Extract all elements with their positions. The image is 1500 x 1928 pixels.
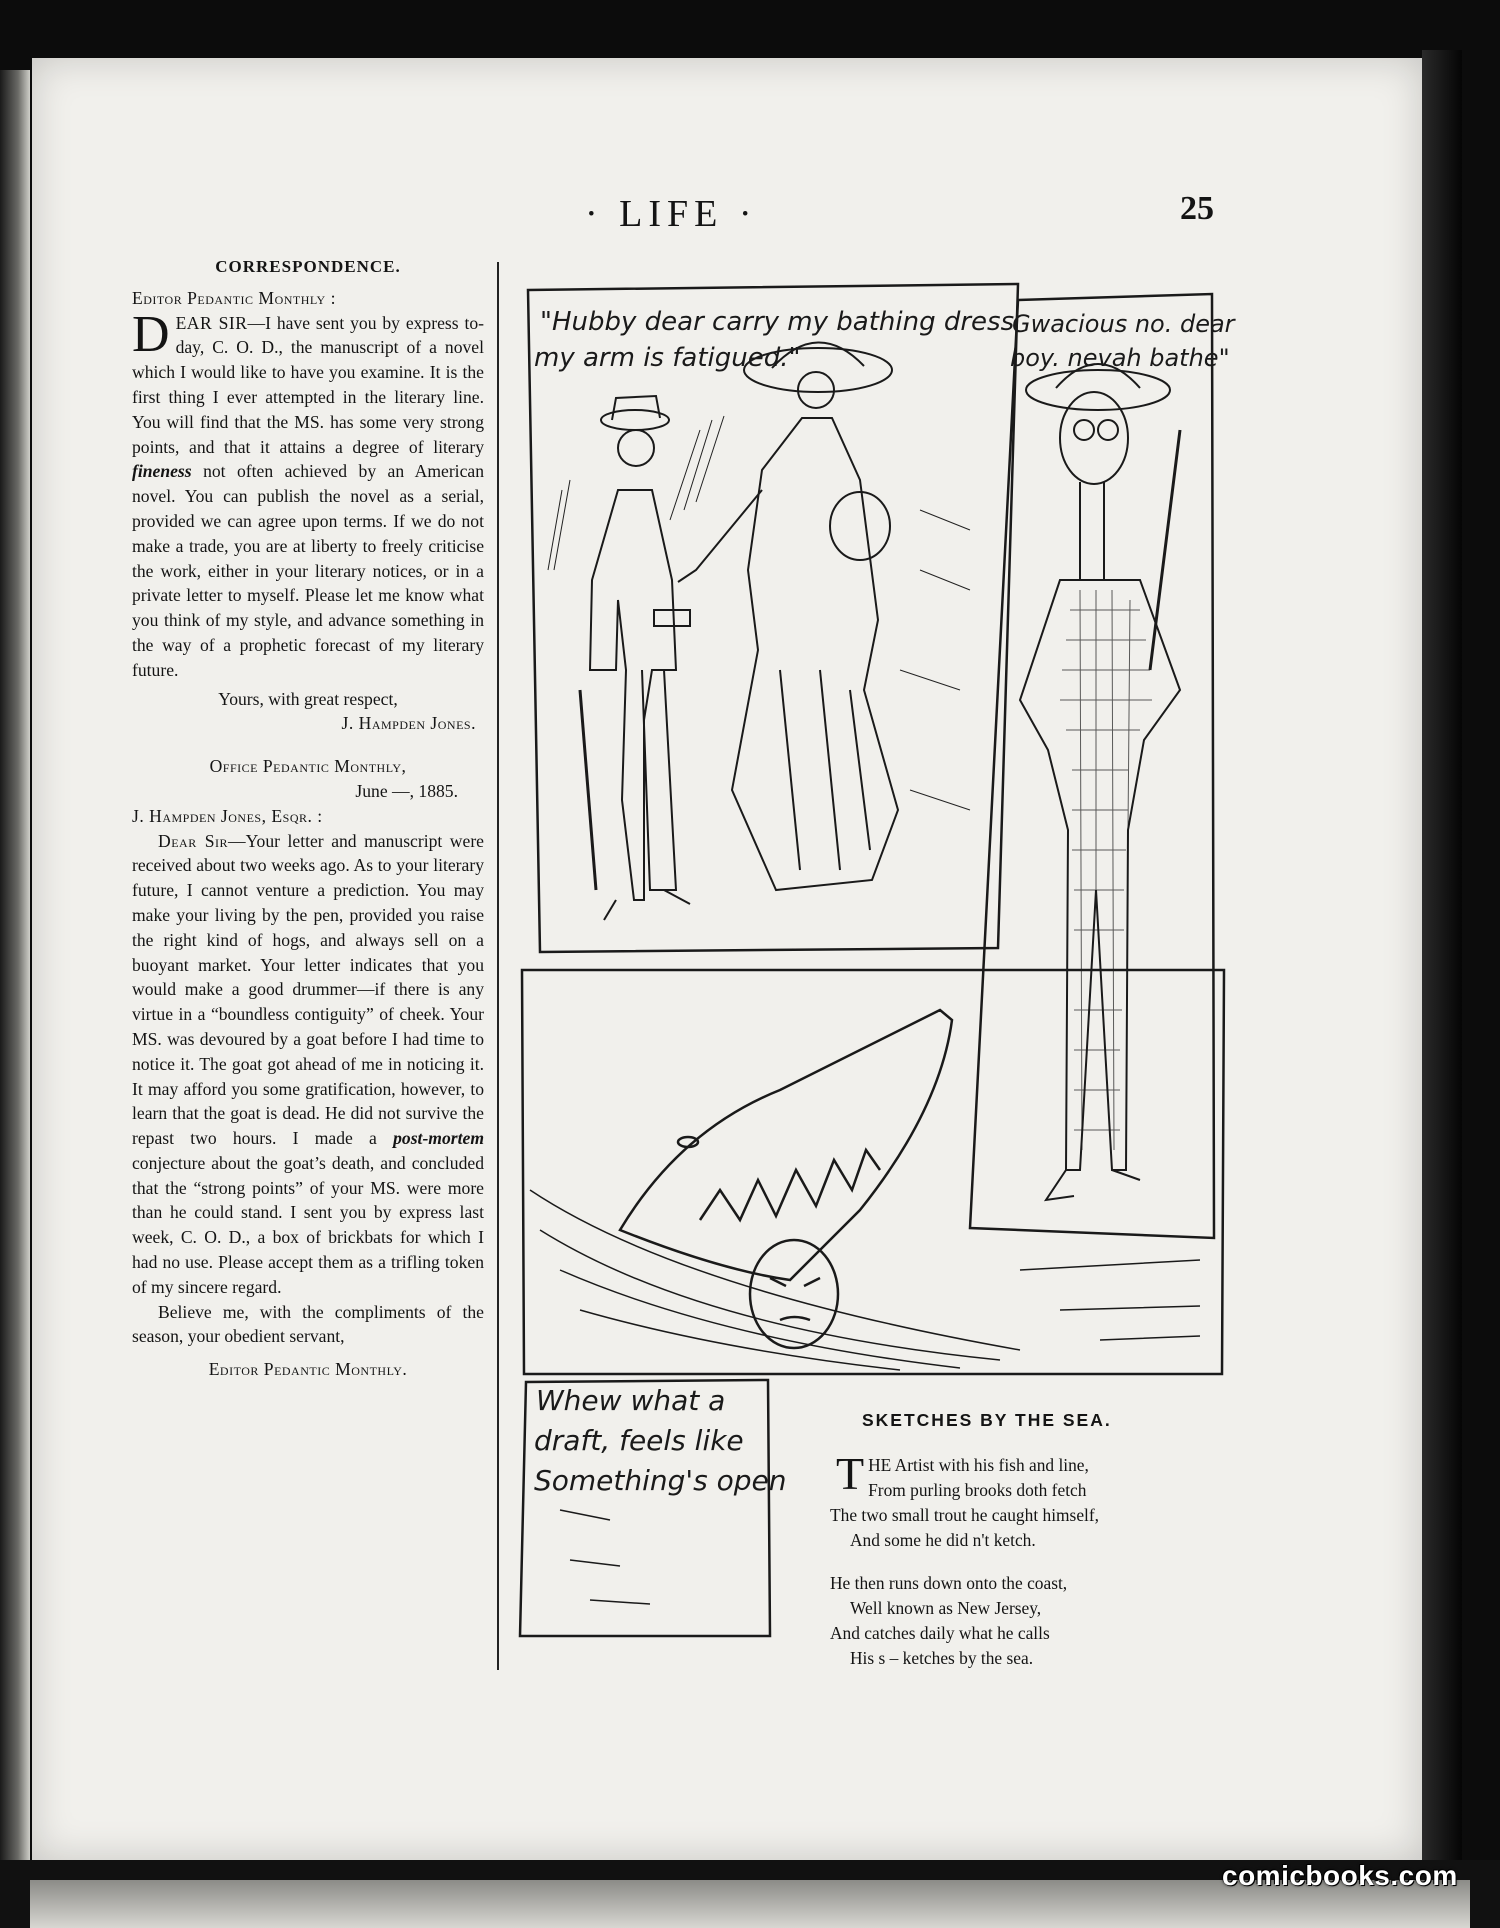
- poem-stanza-1: [830, 1448, 1210, 1553]
- letter2-emphasis: post-mortem: [393, 1128, 485, 1149]
- page-edge-left: [0, 70, 30, 1870]
- letter1-text-start: —I have sent you by express to-day, C. O. D., the manuscript of a novel which I would like to have you examine. It is the first thing I ever attempted in the literary line. You will find that the MS. has some very strong points, and that it attains a degree of literary: [132, 312, 484, 457]
- caption-1-line1: "Hubby dear carry my bathing dress: [540, 307, 1015, 337]
- sea-waves: [530, 1190, 1200, 1370]
- poem-title: SKETCHES BY THE SEA.: [862, 1410, 1112, 1430]
- letter2-signature: Editor Pedantic Monthly.: [208, 1359, 408, 1380]
- poem-stanza-2: [830, 1571, 1210, 1671]
- poem: [830, 1408, 1210, 1689]
- poem-line: His s – ketches by the sea.: [850, 1648, 1034, 1668]
- dandy-figure: [1020, 364, 1180, 1200]
- letter2-final-paragraph: Believe me, with the compliments of the season, your obedient servant,: [132, 1301, 484, 1347]
- caption-1-line2: my arm is fatigued.": [534, 343, 801, 373]
- letter1-signature: J. Hampden Jones.: [341, 713, 476, 734]
- man-figure: [580, 396, 690, 920]
- letter2-text-end: conjecture about the goat’s death, and concluded that the “strong points” of your MS. were more than he could stand. I sent you by express last week, C. O. D., a box of brickbats for which I had no use. Please accept them as a trifling token of my sincere regard.: [132, 1152, 484, 1297]
- letter2-body: [132, 829, 484, 1300]
- letter2-addressee: J. Hampden Jones, Esqr. :: [132, 805, 323, 826]
- hatching: [548, 416, 970, 810]
- poem-line: From purling brooks doth fetch: [868, 1480, 1087, 1500]
- caption-3-line2: draft, feels like: [534, 1424, 744, 1457]
- caption-2-line1: Gwacious no. dear: [1012, 310, 1235, 338]
- correspondence-column: [132, 255, 484, 1382]
- letter1-addressee: Editor Pedantic Monthly :: [132, 287, 336, 308]
- letter1-body: [132, 305, 484, 683]
- poem-line: He then runs down onto the coast,: [830, 1573, 1068, 1593]
- correspondence-heading: CORRESPONDENCE.: [215, 257, 401, 276]
- page-edge-right: [1422, 50, 1462, 1870]
- letter2-text-start: —Your letter and manuscript were received about two weeks ago. As to your literary future, I cannot venture a prediction. You may make your living by the pen, provided you raise the right kind of hogs, and always sell on a buoyant market. Your letter indicates that you would make a good drummer—if there is any virtue in a “boundless contiguity” of cheek. Your MS. was devoured by a goat before I had time to notice it. The goat got ahead of me in noticing it. It may afford you some gratification, however, to learn that the goat is dead. He did not survive the repast two hours. I made a: [132, 830, 484, 1149]
- letter1-dropcap: D: [132, 305, 170, 363]
- poem-line: And some he did n't ketch.: [850, 1530, 1036, 1550]
- letter2-date: June —, 1885.: [355, 780, 458, 801]
- letter2-office: Office Pedantic Monthly,: [209, 756, 407, 777]
- poem-line: Well known as New Jersey,: [850, 1598, 1042, 1618]
- poem-line: HE Artist with his fish and line,: [868, 1455, 1089, 1475]
- poem-dropcap: T: [836, 1448, 865, 1499]
- column-rule: [497, 262, 499, 1670]
- caption-3-line1: Whew what a: [536, 1384, 726, 1417]
- letter2-salutation: Dear Sir: [158, 830, 229, 851]
- masthead: · LIFE ·: [585, 193, 758, 235]
- poem-line: The two small trout he caught himself,: [830, 1505, 1100, 1525]
- letter1-text-end: not often achieved by an American novel. You can publish the novel as a serial, provided we can agree upon terms. If we do not make a trade, you are at liberty to freely criticise the work, either in your literary notices, or in a private letter to myself. Please let me know what you think of my style, and advance something in the way of a prophetic forecast of my literary future.: [132, 461, 484, 680]
- caption-3-line3: Something's open: [534, 1464, 787, 1497]
- panel-4-border: [520, 1380, 770, 1636]
- swimmer-head: [750, 1240, 838, 1348]
- caption-2-line2: boy. nevah bathe": [1010, 344, 1230, 372]
- watermark: comicbooks.com: [1222, 1860, 1458, 1891]
- letter1-opening: EAR SIR: [175, 312, 248, 333]
- shark-figure: [620, 1010, 952, 1280]
- page-number: 25: [1180, 190, 1214, 227]
- letter1-closing: Yours, with great respect,: [218, 688, 398, 709]
- letter1-emphasis: fineness: [132, 461, 192, 482]
- poem-line: And catches daily what he calls: [830, 1623, 1050, 1643]
- panel-1-border: [528, 284, 1018, 952]
